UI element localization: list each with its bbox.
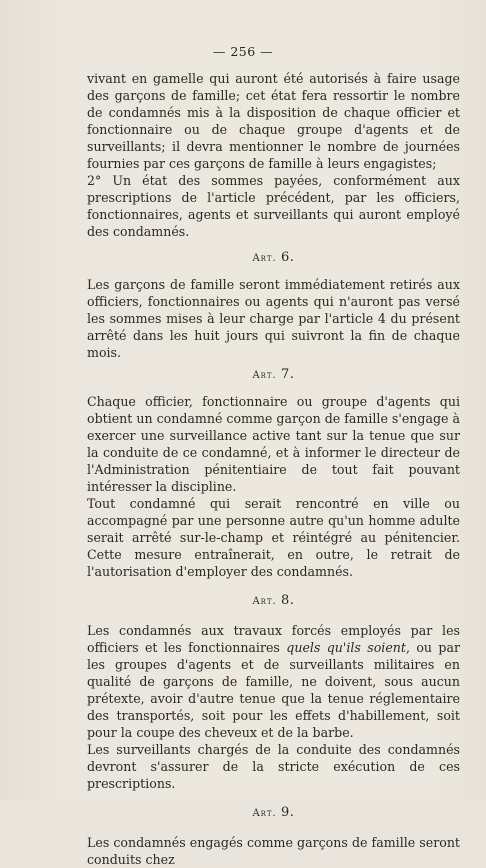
article-6-heading [87, 249, 460, 267]
article-7-paragraph-1: Chaque officier, fonctionnaire ou groupe d'agents qui obtient un condamné comme garçon de famille s'engage à exercer une surveillance active tant sur la tenue que sur la conduite de ce condamné, et à informer le directeur de l'Administration pénitentiaire de tout fait pouvant intéresser la discipline. [87, 394, 460, 494]
paragraph-item-2: 2° Un état des sommes payées, conformément aux prescriptions de l'article précédent, par les officiers, fonctionnaires, agents et surveillants qui auront employé des condamnés. [87, 173, 460, 239]
article-8-heading [87, 592, 460, 610]
article-number: 7. [280, 367, 295, 382]
article-label: Art. [252, 596, 277, 607]
article-8-italic-phrase: quels qu'ils soient [286, 640, 406, 655]
article-7-heading [87, 366, 460, 384]
article-label: Art. [252, 370, 277, 381]
article-8-text-before: Les condamnés aux travaux forcés employés par les officiers et les fonctionnaires [87, 623, 460, 655]
article-8-paragraph-2: Les surveillants chargés de la conduite des condamnés devront s'assurer de la stricte exécution de ces prescriptions. [87, 742, 460, 791]
article-8-paragraph-1 [87, 622, 460, 741]
article-9-heading [87, 804, 460, 822]
article-label: Art. [252, 808, 277, 819]
article-label: Art. [252, 253, 277, 264]
article-number: 6. [280, 250, 295, 265]
article-number: 8. [280, 593, 295, 608]
article-number: 9. [280, 805, 295, 820]
article-7-paragraph-2: Tout condamné qui serait rencontré en ville ou accompagné par une personne autre qu'un homme adulte serait arrêté sur-le-champ et réintégré au pénitencier. Cette mesure entraînerait, en outre, le retrait de l'autorisation d'employer des condamnés. [87, 496, 460, 579]
body-text [87, 70, 460, 868]
page-number: — 256 — [212, 44, 274, 59]
article-9-paragraph: Les condamnés engagés comme garçons de famille seront conduits chez [87, 835, 460, 867]
article-6-paragraph: Les garçons de famille seront immédiatement retirés aux officiers, fonctionnaires ou agents qui n'auront pas versé les sommes mises à leur charge par l'article 4 du présent arrêté dans les huit jours qui suivront la fin de chaque mois. [87, 277, 460, 360]
paragraph-continuation: vivant en gamelle qui auront été autorisés à faire usage des garçons de famille; cet état fera ressortir le nombre de condamnés mis à la disposition de chaque officier et fonctionnaire ou de chaque groupe d'agents et de surveillants; il devra mentionner le nombre de journées fournies par ces garçons de famille à leurs engagistes; [87, 71, 460, 171]
article-8-text-after: , ou par les groupes d'agents et de surveillants militaires en qualité de garçons de famille, ne doivent, sous aucun prétexte, avoir d'autre tenue que la tenue réglementaire des transportés, soit pour les effets d'habillement, soit pour la coupe des cheveux et de la barbe. [87, 640, 460, 740]
